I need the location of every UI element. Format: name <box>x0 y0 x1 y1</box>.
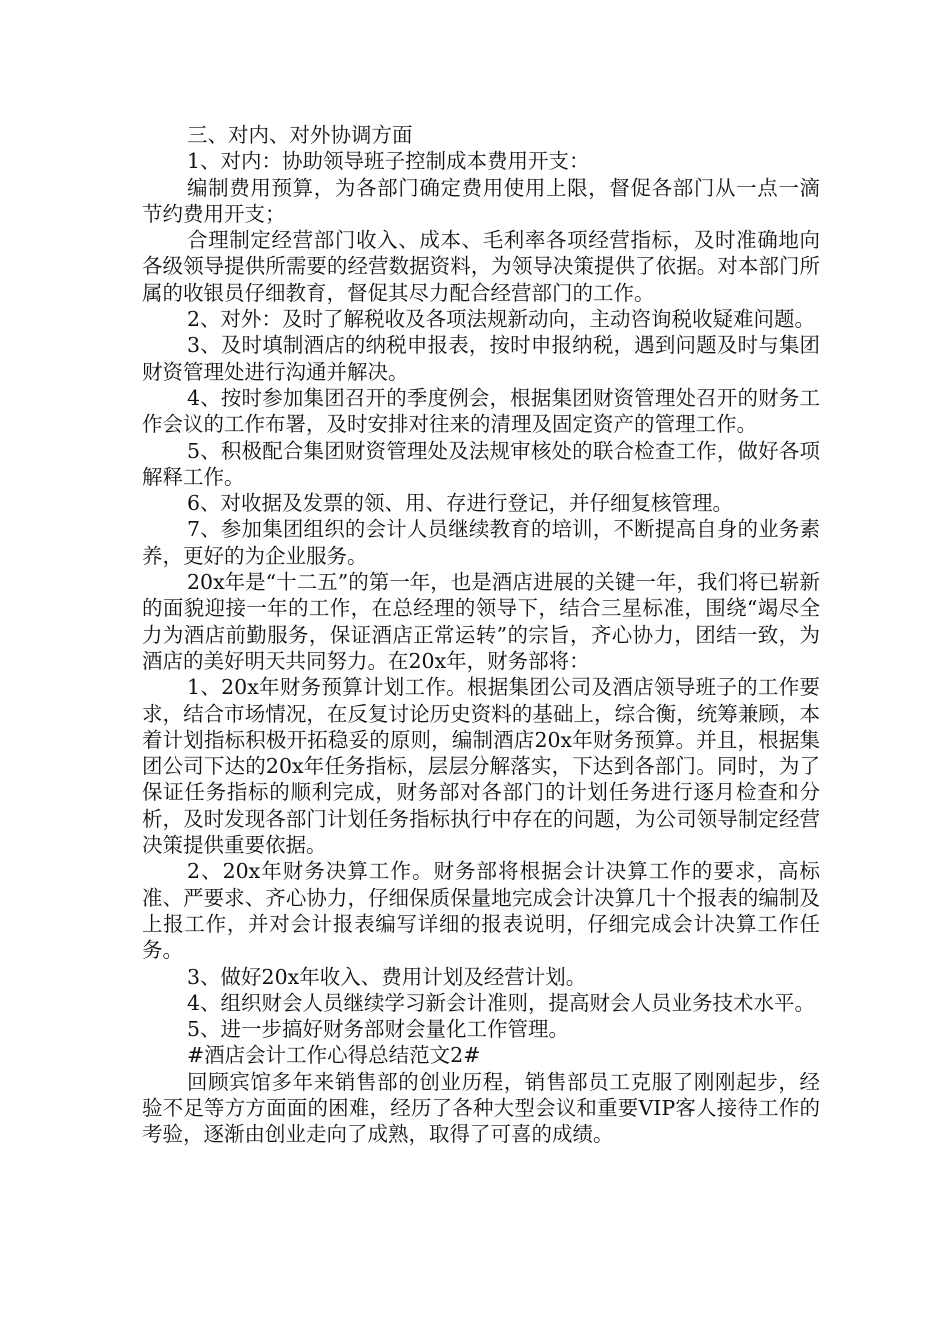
paragraph: 20x年是“十二五”的第一年，也是酒店进展的关键一年，我们将已崭新的面貌迎接一年的工作，在总经理的领导下，结合三星标准，围绕“竭尽全力为酒店前勤服务，保证酒店正常运转”的宗旨，齐心协力，团结一致，为酒店的美好明天共同努力。在20x年，财务部将： <box>142 570 820 673</box>
paragraph: 2、20x年财务决算工作。财务部将根据会计决算工作的要求，高标准、严要求、齐心协力，仔细保质保量地完成会计决算几十个报表的编制及上报工作，并对会计报表编写详细的报表说明，仔细完成会计决算工作任务。 <box>142 859 820 963</box>
paragraph: 5、积极配合集团财资管理处及法规审核处的联合检查工作，做好各项解释工作。 <box>142 438 820 489</box>
paragraph: 3、做好20x年收入、费用计划及经营计划。 <box>187 964 587 989</box>
paragraph: 回顾宾馆多年来销售部的创业历程，销售部员工克服了刚刚起步，经验不足等方方面面的困难，经历了各种大型会议和重要VIP客人接待工作的考验，逐渐由创业走向了成熟，取得了可喜的成绩。 <box>142 1069 820 1147</box>
paragraph: 7、参加集团组织的会计人员继续教育的培训，不断提高自身的业务素养，更好的为企业服务。 <box>142 517 820 568</box>
paragraph: 2、对外：及时了解税收及各项法规新动向，主动咨询税收疑难问题。 <box>187 307 816 332</box>
paragraph: 5、进一步搞好财务部财会量化工作管理。 <box>187 1017 570 1042</box>
paragraph: 4、组织财会人员继续学习新会计准则，提高财会人员业务技术水平。 <box>187 990 816 1015</box>
paragraph: 合理制定经营部门收入、成本、毛利率各项经营指标，及时准确地向各级领导提供所需要的经营数据资料，为领导决策提供了依据。对本部门所属的收银员仔细教育，督促其尽力配合经营部门的工作。 <box>142 228 820 305</box>
paragraph: 1、对内：协助领导班子控制成本费用开支： <box>187 149 590 174</box>
paragraph: 1、20x年财务预算计划工作。根据集团公司及酒店领导班子的工作要求，结合市场情况，在反复讨论历史资料的基础上，综合衡，统筹兼顾，本着计划指标积极开拓稳妥的原则，编制酒店20x年财务预算。并且，根据集团公司下达的20x年任务指标，层层分解落实，下达到各部门。同时，为了保证任务指标的顺利完成，财务部对各部门的计划任务进行逐月检查和分析，及时发现各部门计划任务指标执行中存在的问题，为公司领导制定经营决策提供重要依据。 <box>142 675 820 858</box>
paragraph: 4、按时参加集团召开的季度例会，根据集团财资管理处召开的财务工作会议的工作布署，及时安排对往来的清理及固定资产的管理工作。 <box>142 385 820 437</box>
document-body <box>142 122 820 1148</box>
section-heading: #酒店会计工作心得总结范文2# <box>187 1043 481 1068</box>
paragraph: 6、对收据及发票的领、用、存进行登记，并仔细复核管理。 <box>187 491 734 516</box>
paragraph: 3、及时填制酒店的纳税申报表，按时申报纳税，遇到问题及时与集团财资管理处进行沟通并解决。 <box>142 333 820 384</box>
paragraph: 编制费用预算，为各部门确定费用使用上限，督促各部门从一点一滴节约费用开支； <box>142 175 820 226</box>
section-heading: 三、对内、对外协调方面 <box>187 123 413 147</box>
